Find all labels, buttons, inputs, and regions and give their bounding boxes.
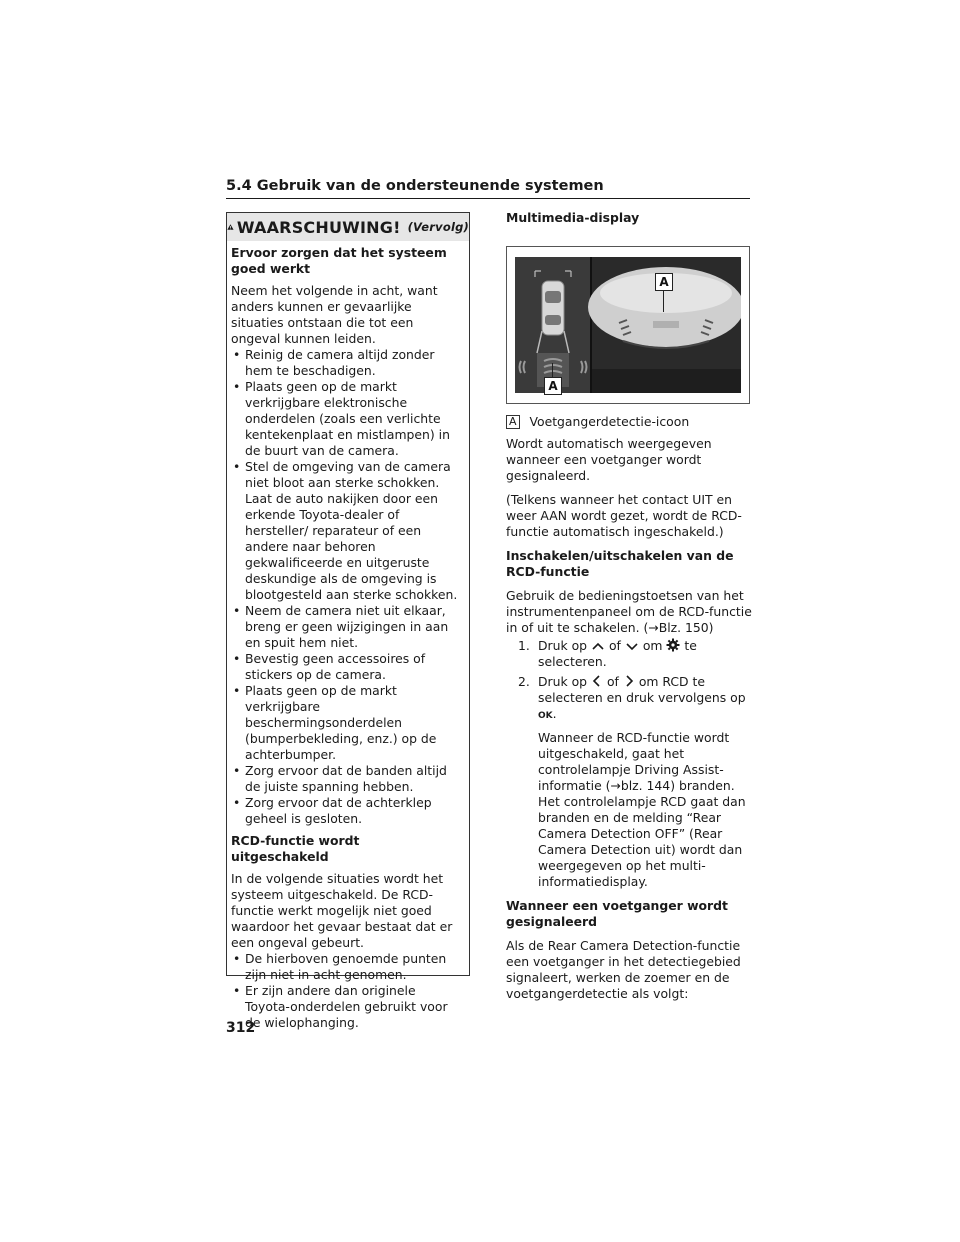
list-item: • De hierboven genoemde punten zijn niet in acht genomen. [231,951,461,983]
step-1-om: om [642,638,663,653]
step-2-text: Druk op [538,674,588,689]
multimedia-screen [515,257,741,393]
paragraph-controls: Gebruik de bedieningstoetsen van het instrumentenpaneel om de RCD-functie in of uit te schakelen. (→Blz. 150) [506,588,752,635]
step-2-period: . [552,706,557,721]
list-item: • Bevestig geen accessoires of stickers op de camera. [231,651,461,683]
list-item: • Zorg ervoor dat de achterklep geheel is gesloten. [231,795,461,827]
step-2-of: of [606,674,619,689]
chevron-down-icon [625,640,639,652]
display-heading: Multimedia-display [506,210,640,225]
chevron-right-icon [623,674,635,688]
chevron-left-icon [591,674,603,688]
warning-heading-disabled: RCD-functie wordt uitgeschakeld [231,833,360,864]
step-1 [518,638,754,670]
step-2-note: Wanneer de RCD-functie wordt uitgeschakeld, gaat het controlelampje Driving Assist-informatie (→blz. 144) branden. Het controlelampje RCD gaat dan branden en de melding “Rear Camera Detection OFF” (Rear Camera Detection uit) wordt dan weergegeven op het multi-informatiedisplay. [538,730,746,889]
callout-a-top: A [655,273,673,291]
gear-icon [666,638,680,652]
list-item: • Plaats geen op de markt verkrijgbare elektronische onderdelen (zoals een verlichte kentekenplaat en mistlampen) in de buurt van de camera. [231,379,461,459]
paragraph-ignition-note: (Telkens wanneer het contact UIT en weer AAN wordt gezet, wordt de RCD-functie automatisch ingeschakeld.) [506,492,742,539]
chevron-up-icon [591,640,605,652]
section-header: 5.4 Gebruik van de ondersteunende systemen [226,178,750,199]
page-number: 312 [226,1020,256,1036]
warning-title: WAARSCHUWING! [236,217,401,237]
warning-triangle-icon [227,218,234,236]
camera-view-illustration [515,257,741,393]
list-item: • Neem de camera niet uit elkaar, breng er geen wijzigingen in aan en spuit hem niet. [231,603,461,651]
step-2 [518,674,754,724]
warning-list-2 [231,951,461,1031]
legend-text: Voetgangerdetectie-icoon [529,414,690,429]
warning-heading-system: Ervoor zorgen dat het systeem goed werkt [231,245,447,276]
warning-banner [227,213,469,241]
warning-list-1 [231,347,461,827]
step-2-body: om RCD te selecteren en druk vervolgens op [538,674,746,705]
step-1-end: te selecteren. [538,638,697,669]
step-1-of: of [608,638,621,653]
heading-onoff: Inschakelen/uitschakelen van de RCD-functie [506,548,734,579]
warning-intro-2: In de volgende situaties wordt het systeem uitgeschakeld. De RCD-functie werkt mogelijk niet goed waardoor het gevaar bestaat dat er een ongeval gebeurt. [231,871,453,950]
legend-letter: A [506,415,520,429]
camera-display-figure [506,246,750,404]
list-item: • Reinig de camera altijd zonder hem te beschadigen. [231,347,461,379]
list-item: • Stel de omgeving van de camera niet bloot aan sterke schokken. Laat de auto nakijken door een erkende Toyota-dealer of hersteller/ reparateur of een andere naar behoren gekwalificeerde en uitgeruste deskundige als de omgeving is blootgesteld aan sterke schokken. [231,459,461,603]
list-item: • Plaats geen op de markt verkrijgbare beschermingsonderdelen (bumperbekleding, enz.) op de achterbumper. [231,683,461,763]
list-item: • Er zijn andere dan originele Toyota-onderdelen gebruikt voor de wielophanging. [231,983,461,1031]
list-item: • Zorg ervoor dat de banden altijd de juiste spanning hebben. [231,763,461,795]
paragraph-detection: Als de Rear Camera Detection-functie een voetganger in het detectiegebied signaleert, werken de zoemer en de voetgangerdetectie als volgt: [506,938,741,1001]
step-1-number: 1. [518,638,530,653]
warning-continued: (Vervolg) [407,220,469,234]
step-2-number: 2. [518,674,530,689]
callout-a-bottom: A [544,377,562,395]
step-1-text: Druk op [538,638,588,653]
heading-detected: Wanneer een voetganger wordt gesignaleerd [506,898,728,929]
paragraph-auto-display: Wordt automatisch weergegeven wanneer een voetganger wordt gesignaleerd. [506,436,712,483]
ok-button-icon: OK [538,711,553,721]
warning-intro: Neem het volgende in acht, want anders kunnen er gevaarlijke situaties ontstaan die tot een ongeval kunnen leiden. [231,283,438,346]
